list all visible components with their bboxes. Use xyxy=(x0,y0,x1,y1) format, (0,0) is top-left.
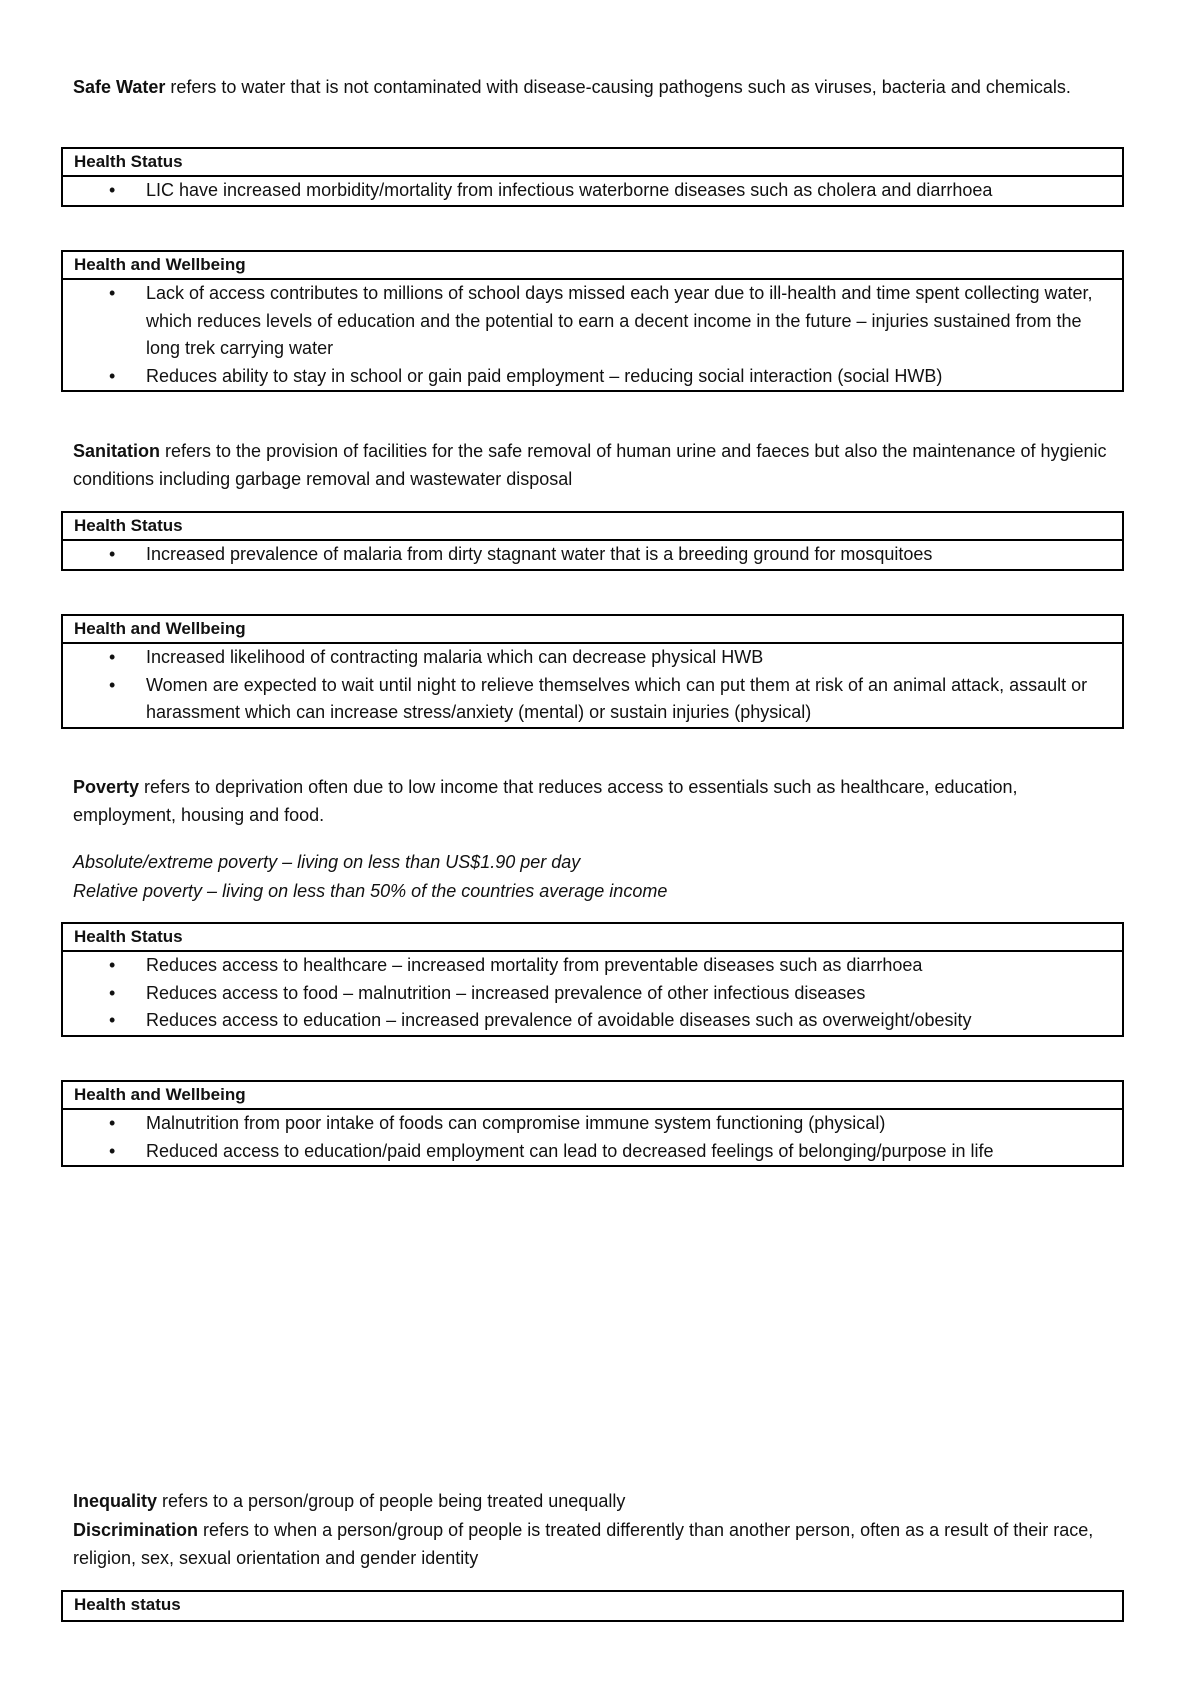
term: Inequality xyxy=(73,1491,158,1511)
inequality-definition: Inequality refers to a person/group of people being treated unequally xyxy=(73,1491,626,1511)
list-item: • Women are expected to wait until night to relieve themselves which can put them at risk of an animal attack, assault or harassment which can increase stress/anxiety (mental) or sustain injuries (physical) xyxy=(63,672,1122,727)
bullet-icon: • xyxy=(109,365,116,386)
poverty-health-status-table xyxy=(61,922,1124,1037)
sanitation-health-status-table xyxy=(61,511,1124,571)
bullet-icon: • xyxy=(109,544,116,564)
sanitation-definition: Sanitation refers to the provision of facilities for the safe removal of human urine and faeces but also the maintenance of hygienic conditions including garbage removal and wastewater disposal xyxy=(73,441,1107,489)
bullet-icon: • xyxy=(109,1113,116,1133)
bullet-icon: • xyxy=(109,1140,116,1161)
bullet-icon: • xyxy=(109,647,116,667)
poverty-definition: Poverty refers to deprivation often due to low income that reduces access to essentials such as healthcare, education, employment, housing and food. xyxy=(73,777,1018,825)
table-heading: Health and Wellbeing xyxy=(63,252,1122,280)
term: Sanitation xyxy=(73,441,161,461)
poverty-health-wellbeing-table xyxy=(61,1080,1124,1167)
bullet-icon: • xyxy=(109,180,116,200)
term: Poverty xyxy=(73,777,140,797)
inequality-health-status-table xyxy=(61,1590,1124,1622)
absolute-poverty-note: Absolute/extreme poverty – living on less than US$1.90 per day xyxy=(73,852,581,872)
list-item: • Increased prevalence of malaria from dirty stagnant water that is a breeding ground for mosquitoes xyxy=(63,541,1122,569)
list-item: • Increased likelihood of contracting malaria which can decrease physical HWB xyxy=(63,644,1122,672)
safe-water-health-wellbeing-table xyxy=(61,250,1124,392)
discrimination-definition: Discrimination refers to when a person/group of people is treated differently than another person, often as a result of their race, religion, sex, sexual orientation and gender identity xyxy=(73,1520,1094,1568)
table-heading: Health and Wellbeing xyxy=(63,1082,1122,1110)
list-item: • Malnutrition from poor intake of foods can compromise immune system functioning (physical) xyxy=(63,1110,1122,1138)
table-heading: Health Status xyxy=(63,924,1122,952)
list-item: • LIC have increased morbidity/mortality from infectious waterborne diseases such as cholera and diarrhoea xyxy=(63,177,1122,205)
bullet-icon: • xyxy=(109,283,116,303)
safe-water-definition: Safe Water refers to water that is not contaminated with disease-causing pathogens such as viruses, bacteria and chemicals. xyxy=(73,77,1071,97)
bullet-icon: • xyxy=(109,982,116,1003)
table-heading: Health Status xyxy=(63,513,1122,541)
list-item: • Reduced access to education/paid employment can lead to decreased feelings of belonging/purpose in life xyxy=(63,1138,1122,1166)
sanitation-health-wellbeing-table xyxy=(61,614,1124,729)
bullet-icon: • xyxy=(109,674,116,695)
list-item: • Reduces access to food – malnutrition – increased prevalence of other infectious diseases xyxy=(63,980,1122,1008)
table-heading: Health Status xyxy=(63,149,1122,177)
bullet-icon: • xyxy=(109,1010,116,1030)
bullet-icon: • xyxy=(109,955,116,975)
list-item: • Reduces ability to stay in school or gain paid employment – reducing social interaction (social HWB) xyxy=(63,363,1122,391)
term: Discrimination xyxy=(73,1520,199,1540)
list-item: • Reduces access to healthcare – increased mortality from preventable diseases such as diarrhoea xyxy=(63,952,1122,980)
term: Safe Water xyxy=(73,77,166,97)
relative-poverty-note: Relative poverty – living on less than 50% of the countries average income xyxy=(73,881,668,901)
safe-water-health-status-table xyxy=(61,147,1124,207)
table-heading: Health and Wellbeing xyxy=(63,616,1122,644)
list-item: • Reduces access to education – increased prevalence of avoidable diseases such as overweight/obesity xyxy=(63,1007,1122,1035)
list-item: • Lack of access contributes to millions of school days missed each year due to ill-health and time spent collecting water, which reduces levels of education and the potential to earn a decent income in the future – injuries sustained from the long trek carrying water xyxy=(63,280,1122,363)
table-heading: Health status xyxy=(74,1595,181,1614)
